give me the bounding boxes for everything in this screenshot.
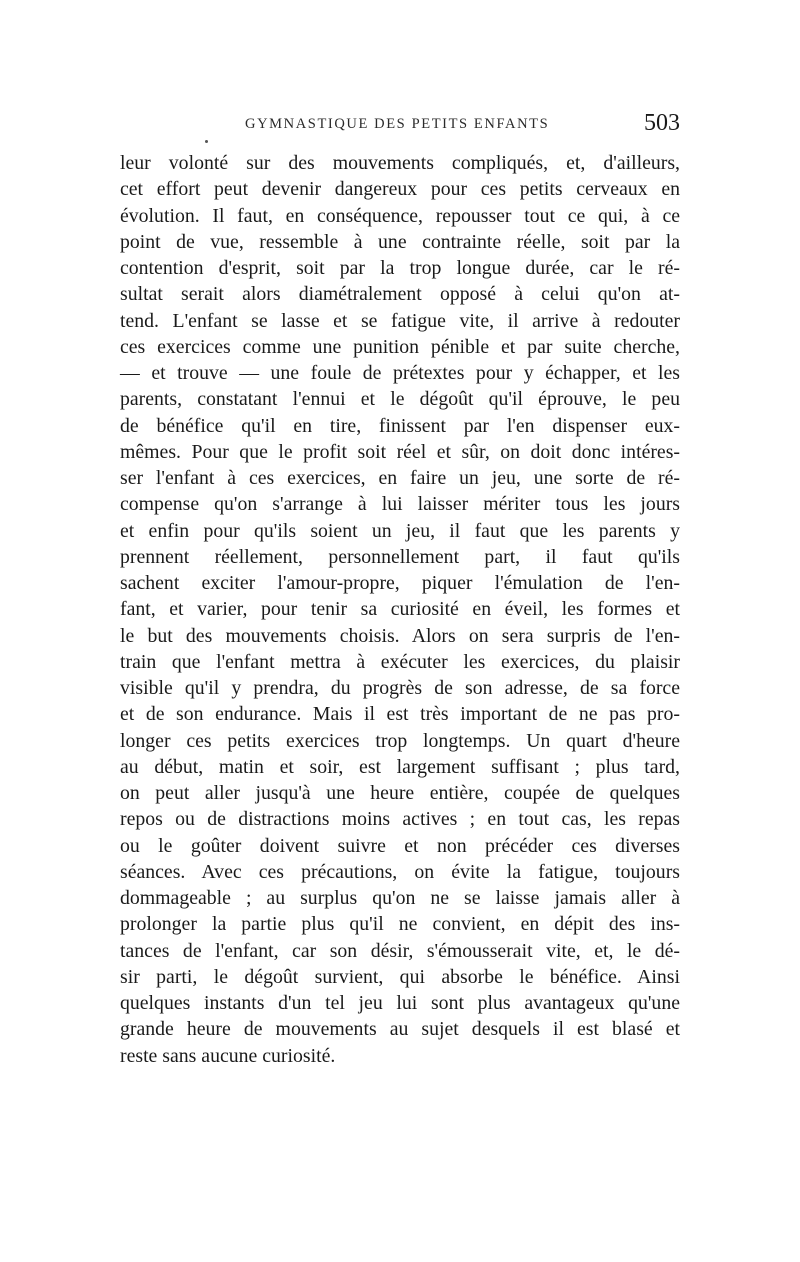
text-line: cet effort peut devenir dangereux pour ces petits cerveaux en (120, 178, 680, 201)
text-line: fant, et varier, pour tenir sa curiosité en éveil, les formes et (120, 598, 680, 621)
text-line: visible qu'il y prendra, du progrès de son adresse, de sa force (120, 677, 680, 699)
print-speck (205, 140, 208, 143)
text-line: contention d'esprit, soit par la trop longue durée, car le ré- (120, 257, 680, 279)
text-line: sir parti, le dégoût survient, qui absorbe le bénéfice. Ainsi (120, 965, 680, 988)
text-line: le but des mouvements choisis. Alors on sera surpris de l'en- (120, 624, 680, 647)
text-line: tend. L'enfant se lasse et se fatigue vite, il arrive à redouter (120, 309, 680, 332)
text-line: leur volonté sur des mouvements compliqués, et, d'ailleurs, (120, 152, 680, 174)
text-line: ou le goûter doivent suivre et non précéder ces diverses (120, 834, 680, 857)
text-line: au début, matin et soir, est largement suffisant ; plus tard, (120, 755, 680, 778)
text-line: compense qu'on s'arrange à lui laisser mériter tous les jours (120, 493, 680, 516)
text-line: grande heure de mouvements au sujet desquels il est blasé et (120, 1018, 680, 1041)
text-line: ces exercices comme une punition pénible et par suite cherche, (120, 335, 680, 358)
text-line: séances. Avec ces précautions, on évite la fatigue, toujours (120, 860, 680, 883)
text-line: — et trouve — une foule de prétextes pour y échapper, et les (120, 362, 680, 384)
text-line: dommageable ; au surplus qu'on ne se laisse jamais aller à (120, 887, 680, 909)
text-line: longer ces petits exercices trop longtemps. Un quart d'heure (120, 729, 680, 752)
body-paragraph (120, 150, 680, 1069)
text-line: sachent exciter l'amour-propre, piquer l'émulation de l'en- (120, 572, 680, 594)
running-title: GYMNASTIQUE DES PETITS ENFANTS (245, 116, 550, 132)
text-line: parents, constatant l'ennui et le dégoût qu'il éprouve, le peu (120, 388, 680, 411)
text-line: quelques instants d'un tel jeu lui sont plus avantageux qu'une (120, 992, 680, 1014)
text-line-last: reste sans aucune curiosité. (120, 1044, 336, 1067)
running-head (120, 104, 680, 144)
text-line: point de vue, ressemble à une contrainte réelle, soit par la (120, 230, 680, 253)
text-line: train que l'enfant mettra à exécuter les exercices, du plaisir (120, 650, 680, 673)
text-line: on peut aller jusqu'à une heure entière, coupée de quelques (120, 782, 680, 804)
page-number: 503 (644, 110, 680, 136)
text-line: et enfin pour qu'ils soient un jeu, il faut que les parents y (120, 519, 680, 542)
text-line: prennent réellement, personnellement part, il faut qu'ils (120, 545, 680, 568)
text-line: mêmes. Pour que le profit soit réel et sûr, on doit donc intéres- (120, 440, 680, 463)
text-line: sultat serait alors diamétralement opposé à celui qu'on at- (120, 283, 680, 306)
text-line: ser l'enfant à ces exercices, en faire un jeu, une sorte de ré- (120, 467, 680, 489)
text-line: de bénéfice qu'il en tire, finissent par l'en dispenser eux- (120, 414, 680, 437)
text-line: repos ou de distractions moins actives ; en tout cas, les repas (120, 808, 680, 831)
text-line: prolonger la partie plus qu'il ne convient, en dépit des ins- (120, 913, 680, 936)
text-line: tances de l'enfant, car son désir, s'émousserait vite, et, le dé- (120, 939, 680, 962)
text-line: et de son endurance. Mais il est très important de ne pas pro- (120, 703, 680, 726)
text-line: évolution. Il faut, en conséquence, repousser tout ce qui, à ce (120, 204, 680, 227)
